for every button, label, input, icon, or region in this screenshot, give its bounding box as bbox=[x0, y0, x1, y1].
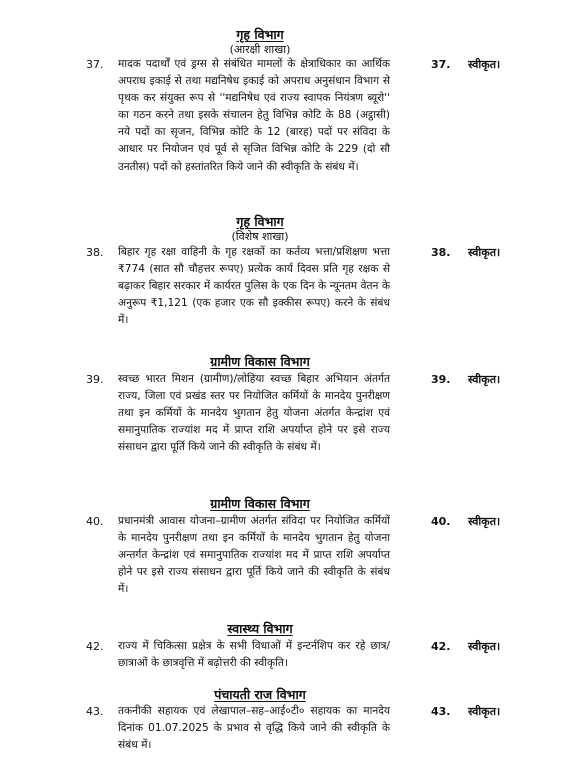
department-heading: पंचायती राज विभाग bbox=[214, 687, 306, 702]
item-text: स्वच्छ भारत मिशन (ग्रामीण)/लोहिया स्वच्छ बिहार अभियान अंतर्गत राज्य, जिला एवं प्रखंड स्तर पर नियोजित कर्मियों के मानदेय पुनरीक्षण तथा इन कर्मियों के मानदेय भुगतान हेतु योजना अंतर्गत केन्द्रांश एवं समानुपातिक राज्यांश मद में प्राप्त राशि अपर्याप्त होने पर इसे राज्य संसाधन द्वारा पूर्ति किये जाने की स्वीकृति के संबंध में। bbox=[118, 373, 390, 454]
department-heading: ग्रामीण विकास विभाग bbox=[210, 496, 310, 511]
decision-status: स्वीकृत। bbox=[468, 640, 501, 653]
decision-serial: 38. bbox=[431, 246, 451, 259]
item-text: तकनीकी सहायक एवं लेखापाल–सह–आई०टी० सहायक का मानदेय दिनांक 01.07.2025 के प्रभाव से वृद्धि किये जाने की स्वीकृति के संबंध में। bbox=[118, 705, 390, 752]
item-serial: 37. bbox=[86, 58, 104, 71]
decision-status: स्वीकृत। bbox=[468, 515, 501, 528]
item-serial: 40. bbox=[86, 515, 104, 528]
sub-department-heading: (विशेष शाखा) bbox=[231, 230, 289, 243]
decision-serial: 43. bbox=[431, 705, 451, 718]
decision-serial: 42. bbox=[431, 640, 451, 653]
decision-serial: 40. bbox=[431, 515, 451, 528]
decision-status: स्वीकृत। bbox=[468, 705, 501, 718]
sub-department-heading: (आरक्षी शाखा) bbox=[229, 43, 291, 56]
department-heading: स्वास्थ्य विभाग bbox=[227, 621, 293, 636]
decision-status: स्वीकृत। bbox=[468, 373, 501, 386]
decision-status: स्वीकृत। bbox=[468, 246, 501, 259]
department-heading: गृह विभाग bbox=[236, 27, 284, 42]
item-text: प्रधानमंत्री आवास योजना–ग्रामीण अंतर्गत संविदा पर नियोजित कर्मियों के मानदेय पुनरीक्षण तथा इन कर्मियों के मानदेय भुगतान हेतु योजना अन्तर्गत केन्द्रांश एवं समानुपातिक राज्यांश मद में प्राप्त राशि अपर्याप्त होने पर इसे राज्य संसाधन द्वारा पूर्ति किये जाने की स्वीकृति के संबंध में। bbox=[118, 515, 390, 596]
decision-status: स्वीकृत। bbox=[468, 58, 501, 71]
department-heading: गृह विभाग bbox=[236, 214, 284, 229]
item-serial: 43. bbox=[86, 705, 104, 718]
item-serial: 38. bbox=[86, 246, 104, 259]
item-serial: 39. bbox=[86, 373, 104, 386]
item-text: मादक पदार्थों एवं ड्रग्स से संबंधित मामलों के क्षेत्राधिकार का आर्थिक अपराध इकाई से तथा मद्यनिषेध इकाई को अपराध अनुसंधान विभाग से पृथक कर संयुक्त रूप से ''मद्यनिषेध एवं राज्य स्वापक नियंत्रण ब्यूरो'' का गठन करने तथा इसके संचालन हेतु विभिन्न कोटि के 88 (अट्ठासी) नये पदों का सृजन, विभिन्न कोटि के 12 (बारह) पदों पर संविदा के आधार पर नियोजन एवं पूर्व से सृजित विभिन्न कोटि के 229 (दो सौ उनतीस) पदों को हस्तांतरित किये जाने की स्वीकृति के संबंध में। bbox=[118, 58, 390, 173]
item-text: राज्य में चिकित्सा प्रक्षेत्र के सभी विधाओं में इन्टर्नशिप कर रहे छात्र/छात्राओं के छात्रवृत्ति में बढ़ोत्तरी की स्वीकृति। bbox=[118, 640, 390, 670]
item-text: बिहार गृह रक्षा वाहिनी के गृह रक्षकों का कर्तव्य भत्ता/प्रशिक्षण भत्ता ₹774 (सात सौ चौहत्तर रूपए) प्रत्येक कार्य दिवस प्रति गृह रक्षक से बढ़ाकर बिहार सरकार में कार्यरत पुलिस के एक दिन के न्यूनतम वेतन के अनुरूप ₹1,121 (एक हजार एक सौ इक्कीस रूपए) करने के संबंध में। bbox=[118, 246, 390, 327]
decision-serial: 39. bbox=[431, 373, 451, 386]
item-serial: 42. bbox=[86, 640, 104, 653]
department-heading: ग्रामीण विकास विभाग bbox=[210, 354, 310, 369]
decision-serial: 37. bbox=[431, 58, 451, 71]
